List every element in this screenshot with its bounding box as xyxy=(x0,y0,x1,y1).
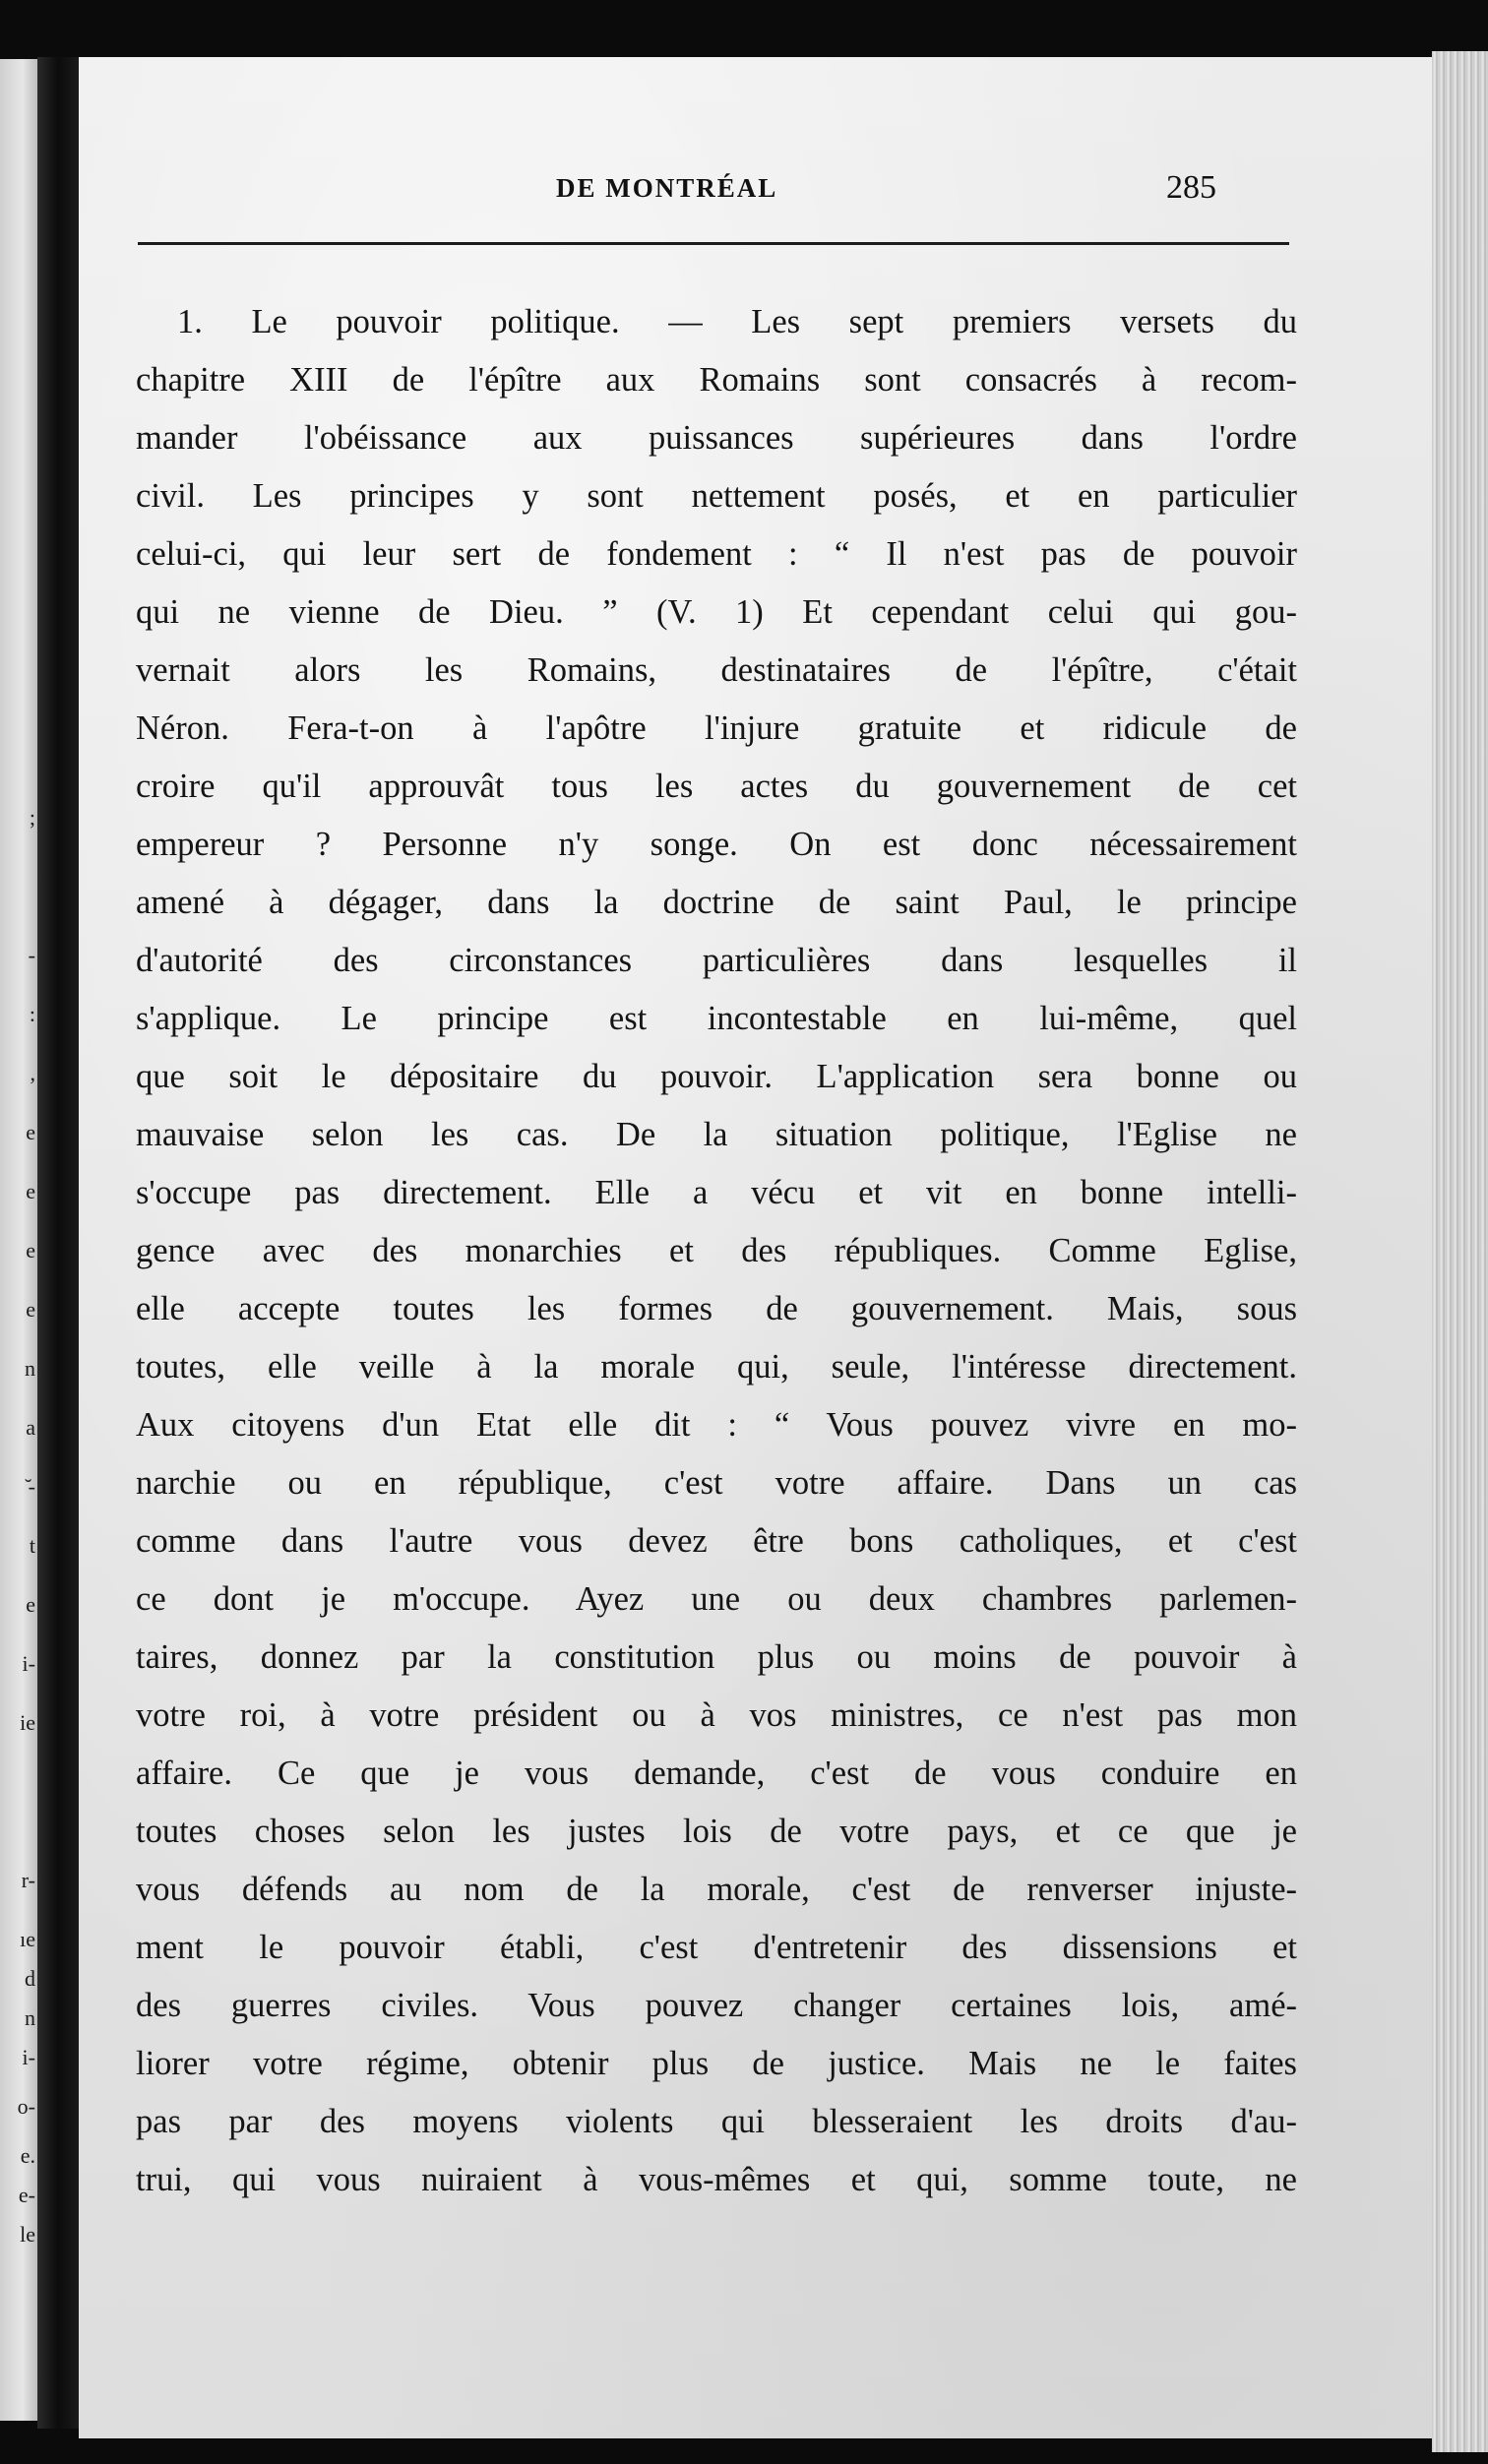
page-stack-edge xyxy=(1432,51,1488,2452)
text-line: comme dans l'autre vous devez être bons catholiques, et c'est xyxy=(136,1522,1297,1560)
book-page xyxy=(79,57,1432,2438)
facing-fragment: r- xyxy=(21,1868,35,1892)
header-rule xyxy=(138,242,1289,245)
text-line: empereur ? Personne n'y songe. On est donc nécessairement xyxy=(136,826,1297,863)
text-line: celui-ci, qui leur sert de fondement : “ Il n'est pas de pouvoir xyxy=(136,535,1297,573)
text-line: votre roi, à votre président ou à vos ministres, ce n'est pas mon xyxy=(136,1696,1297,1734)
facing-fragment: i- xyxy=(22,1651,35,1676)
text-line: mauvaise selon les cas. De la situation politique, l'Eglise ne xyxy=(136,1116,1297,1153)
text-line: mander l'obéissance aux puissances supérieures dans l'ordre xyxy=(136,419,1297,457)
facing-fragment: n xyxy=(25,2005,35,2030)
facing-fragment: - xyxy=(28,943,35,967)
facing-fragment: e xyxy=(26,1120,35,1144)
text-line: s'occupe pas directement. Elle a vécu et vit en bonne intelli- xyxy=(136,1174,1297,1211)
facing-fragment: le xyxy=(20,2222,35,2247)
facing-fragment: , xyxy=(30,1061,35,1085)
facing-fragment: d xyxy=(25,1966,35,1991)
facing-fragment: i- xyxy=(22,2045,35,2069)
running-head xyxy=(79,169,1432,222)
body-text xyxy=(136,293,1297,2209)
text-line: qui ne vienne de Dieu. ” (V. 1) Et cependant celui qui gou- xyxy=(136,593,1297,631)
text-line: amené à dégager, dans la doctrine de saint Paul, le principe xyxy=(136,884,1297,921)
text-line: ce dont je m'occupe. Ayez une ou deux chambres parlemen- xyxy=(136,1580,1297,1618)
facing-fragment: ; xyxy=(29,805,35,830)
facing-fragment: : xyxy=(29,1002,35,1026)
facing-fragment: e xyxy=(26,1179,35,1203)
text-line: chapitre XIII de l'épître aux Romains sont consacrés à recom- xyxy=(136,361,1297,399)
facing-fragment: e. xyxy=(20,2143,35,2168)
facing-fragment: ıe xyxy=(20,1927,35,1951)
facing-fragment: ie xyxy=(20,1710,35,1735)
text-line: civil. Les principes y sont nettement posés, et en particulier xyxy=(136,477,1297,515)
facing-page-text-fragments xyxy=(2,59,35,2421)
text-line: affaire. Ce que je vous demande, c'est de vous conduire en xyxy=(136,1755,1297,1792)
facing-fragment: t xyxy=(29,1533,35,1558)
text-line: ment le pouvoir établi, c'est d'entretenir des dissensions et xyxy=(136,1929,1297,1966)
text-line: croire qu'il approuvât tous les actes du gouvernement de cet xyxy=(136,768,1297,805)
text-line: Aux citoyens d'un Etat elle dit : “ Vous pouvez vivre en mo- xyxy=(136,1406,1297,1444)
text-line: pas par des moyens violents qui blesseraient les droits d'au- xyxy=(136,2103,1297,2140)
text-line: trui, qui vous nuiraient à vous-mêmes et qui, somme toute, ne xyxy=(136,2161,1297,2198)
text-line: des guerres civiles. Vous pouvez changer certaines lois, amé- xyxy=(136,1987,1297,2024)
text-line: Néron. Fera-t-on à l'apôtre l'injure gratuite et ridicule de xyxy=(136,709,1297,747)
page-number: 285 xyxy=(1166,169,1216,206)
running-title: DE MONTRÉAL xyxy=(556,173,778,203)
facing-fragment: e xyxy=(26,1592,35,1617)
text-line: que soit le dépositaire du pouvoir. L'application sera bonne ou xyxy=(136,1058,1297,1095)
facing-fragment: e- xyxy=(18,2183,35,2207)
text-line: toutes, elle veille à la morale qui, seule, l'intéresse directement. xyxy=(136,1348,1297,1386)
text-line: liorer votre régime, obtenir plus de justice. Mais ne le faites xyxy=(136,2045,1297,2082)
text-line: s'applique. Le principe est incontestable en lui-même, quel xyxy=(136,1000,1297,1037)
text-line: toutes choses selon les justes lois de votre pays, et ce que je xyxy=(136,1813,1297,1850)
facing-fragment: n xyxy=(25,1356,35,1381)
text-line: gence avec des monarchies et des républiques. Comme Eglise, xyxy=(136,1232,1297,1269)
book-gutter xyxy=(37,57,79,2429)
facing-fragment: e xyxy=(26,1238,35,1263)
text-line: narchie ou en république, c'est votre affaire. Dans un cas xyxy=(136,1464,1297,1502)
text-line: vernait alors les Romains, destinataires de l'épître, c'était xyxy=(136,651,1297,689)
facing-page-strip xyxy=(0,59,37,2421)
text-line: elle accepte toutes les formes de gouvernement. Mais, sous xyxy=(136,1290,1297,1327)
facing-fragment: e xyxy=(26,1297,35,1322)
text-line: 1. Le pouvoir politique. — Les sept premiers versets du xyxy=(177,303,1297,340)
facing-fragment: ̆- xyxy=(28,1474,35,1499)
facing-fragment: o- xyxy=(17,2094,35,2119)
text-line: vous défends au nom de la morale, c'est de renverser injuste- xyxy=(136,1871,1297,1908)
facing-fragment: a xyxy=(26,1415,35,1440)
text-line: taires, donnez par la constitution plus ou moins de pouvoir à xyxy=(136,1638,1297,1676)
text-line: d'autorité des circonstances particulières dans lesquelles il xyxy=(136,942,1297,979)
